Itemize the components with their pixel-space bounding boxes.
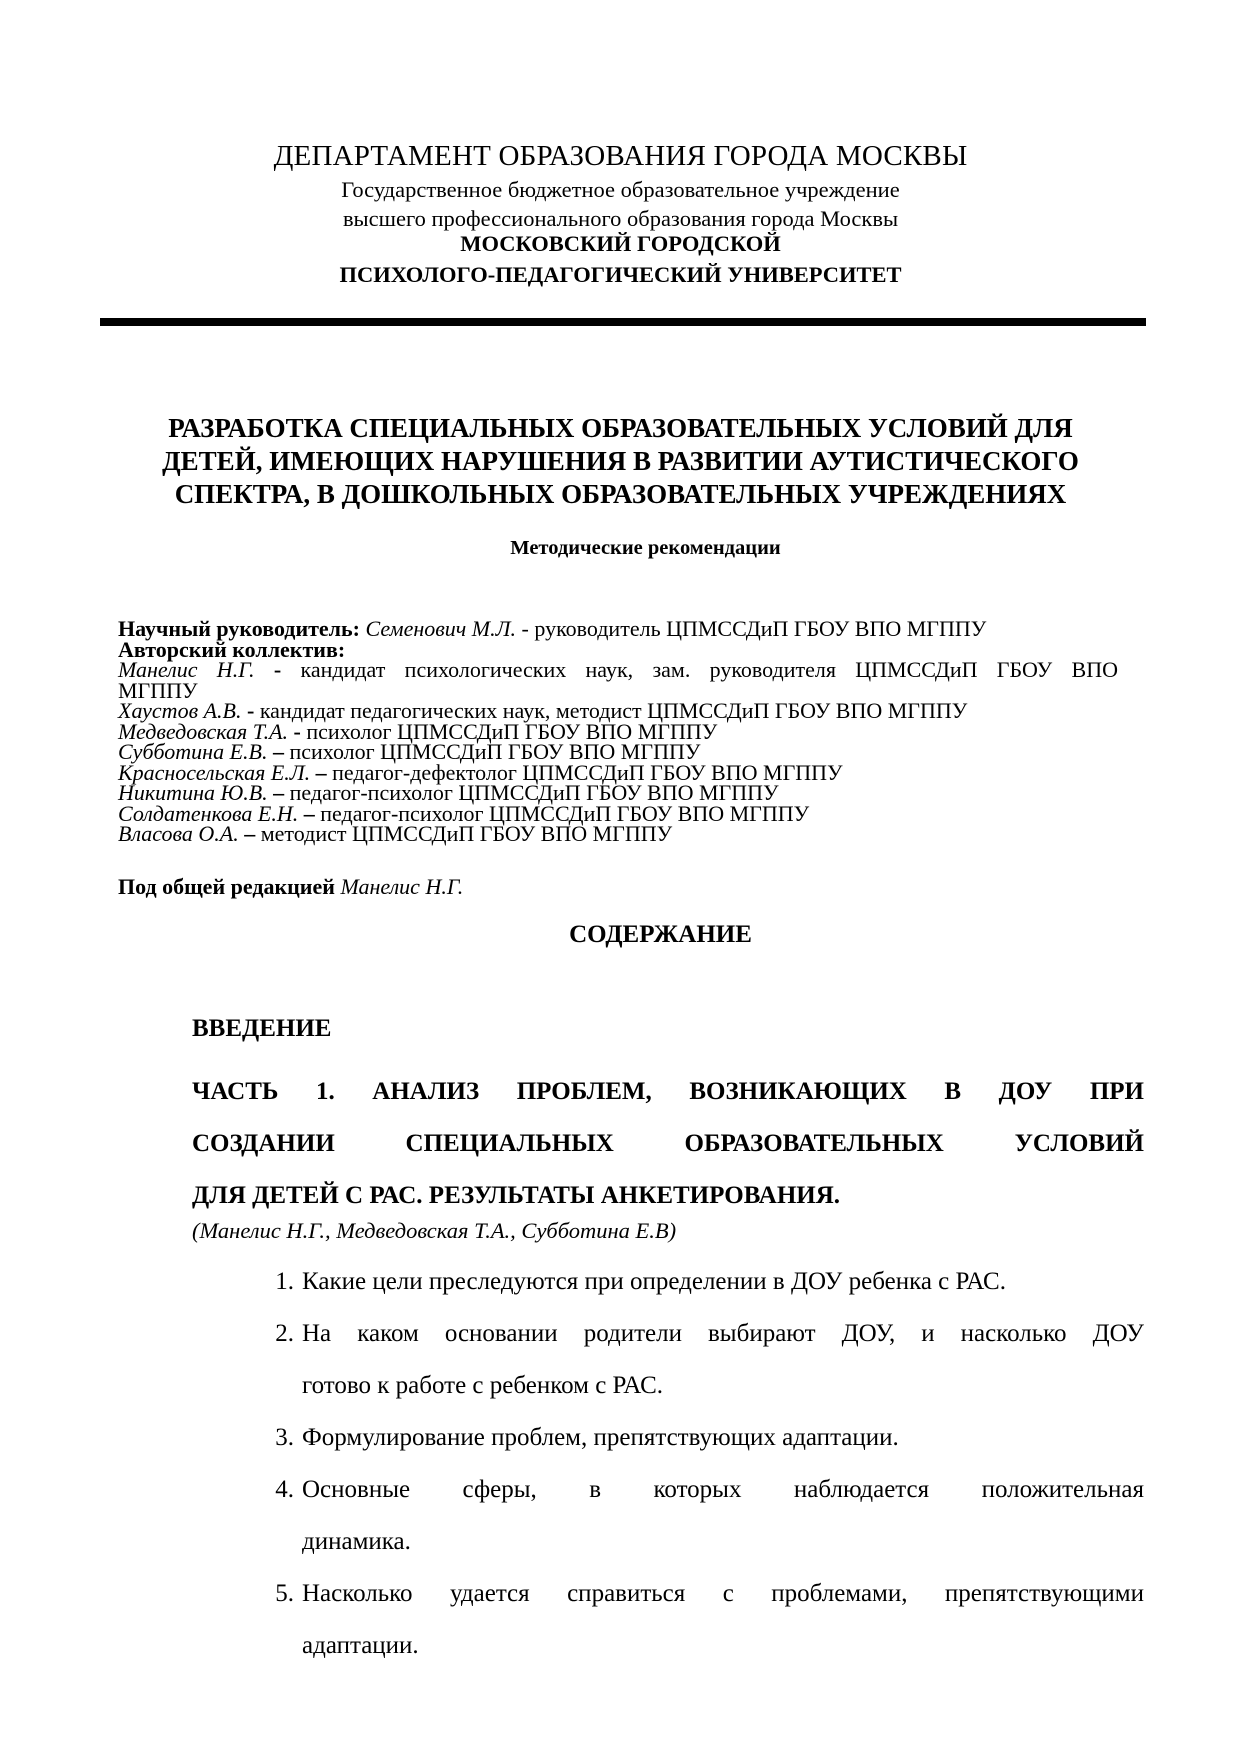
toc-list-line: На каком основании родители выбирают ДОУ, и насколько ДОУ: [302, 1320, 1144, 1347]
title-line-2: ДЕТЕЙ, ИМЕЮЩИХ НАРУШЕНИЯ В РАЗВИТИИ АУТИСТИЧЕСКОГО: [162, 446, 1079, 476]
author-name: Манелис Н.Г.: [118, 657, 255, 682]
author-role: педагог-психолог ЦПМССДиП ГБОУ ВПО МГППУ: [320, 800, 810, 826]
team-label: Авторский коллектив:: [118, 636, 346, 662]
toc-part-1-line-2: СОЗДАНИИ СПЕЦИАЛЬНЫХ ОБРАЗОВАТЕЛЬНЫХ УСЛОВИЙ: [192, 1130, 1144, 1157]
title-line-1: РАЗРАБОТКА СПЕЦИАЛЬНЫХ ОБРАЗОВАТЕЛЬНЫХ УСЛОВИЙ ДЛЯ: [168, 413, 1073, 443]
toc-list-number: 4.: [275, 1476, 294, 1503]
author-separator: –: [267, 780, 290, 805]
toc-list-number: 1.: [275, 1268, 294, 1295]
toc-part-1-line-3: ДЛЯ ДЕТЕЙ С РАС. РЕЗУЛЬТАТЫ АНКЕТИРОВАНИЯ.: [192, 1182, 841, 1209]
editor-label: Под общей редакцией: [118, 874, 335, 899]
toc-list-line: Формулирование проблем, препятствующих адаптации.: [302, 1424, 899, 1451]
author-list: [118, 657, 1148, 846]
author-separator: –: [238, 821, 261, 846]
author-separator: –: [267, 739, 290, 764]
title-line-3: СПЕКТРА, В ДОШКОЛЬНЫХ ОБРАЗОВАТЕЛЬНЫХ УЧРЕЖДЕНИЯХ: [174, 479, 1067, 509]
author-role: методист ЦПМССДиП ГБОУ ВПО МГППУ: [260, 821, 673, 846]
toc-list-line: динамика.: [302, 1528, 411, 1555]
author-role: кандидат психологических наук, зам. руководителя ЦПМССДиП ГБОУ ВПО: [300, 657, 1118, 682]
toc-list-text: [302, 1308, 1144, 1412]
toc-list-text: [302, 1256, 1144, 1308]
toc-list-text: [302, 1412, 1144, 1464]
toc-heading: СОДЕРЖАНИЕ: [569, 921, 752, 948]
university-line-1: МОСКОВСКИЙ ГОРОДСКОЙ: [460, 231, 781, 256]
editor-name: Манелис Н.Г.: [334, 874, 464, 899]
supervisor-role: - руководитель ЦПМССДиП ГБОУ ВПО МГППУ: [516, 616, 987, 641]
toc-list-number: 5.: [275, 1580, 294, 1607]
university-name: [0, 228, 1241, 290]
author-separator: –: [310, 759, 333, 785]
author-name: Никитина Ю.В.: [118, 780, 268, 805]
author-entry: [118, 657, 1118, 682]
toc-list-text: [302, 1568, 1144, 1672]
toc-part-1-line-1: ЧАСТЬ 1. АНАЛИЗ ПРОБЛЕМ, ВОЗНИКАЮЩИХ В ДОУ ПРИ: [192, 1078, 1144, 1105]
author-separator: -: [241, 698, 260, 723]
credits-block: [118, 616, 1148, 846]
author-entry: [118, 821, 1148, 846]
toc-list-line: Основные сферы, в которых наблюдается положительная: [302, 1476, 1144, 1503]
department-heading: ДЕПАРТАМЕНТ ОБРАЗОВАНИЯ ГОРОДА МОСКВЫ: [273, 140, 968, 172]
toc-list-line: Насколько удается справиться с проблемами, препятствующими: [302, 1580, 1144, 1607]
author-role: педагог-психолог ЦПМССДиП ГБОУ ВПО МГППУ: [289, 780, 779, 805]
toc-list-text: [302, 1464, 1144, 1568]
institution-line-2: высшего профессионального образования города Москвы: [342, 206, 899, 231]
author-name: Солдатенкова Е.Н.: [118, 800, 299, 826]
toc-list-line: адаптации.: [302, 1632, 419, 1659]
header-divider: [100, 318, 1146, 326]
toc-list-line: готово к работе с ребенком с РАС.: [302, 1372, 663, 1399]
document-subtitle: Методические рекомендации: [510, 537, 781, 559]
institution-name: [0, 175, 1241, 233]
author-role: педагог-дефектолог ЦПМССДиП ГБОУ ВПО МГППУ: [332, 759, 843, 785]
toc-list-number: 3.: [275, 1424, 294, 1451]
toc-list-number: 2.: [275, 1320, 294, 1347]
document-title: [120, 412, 1121, 511]
editor-line: [118, 874, 463, 900]
author-name: Красносельская Е.Л.: [118, 759, 311, 785]
toc-part-1-authors: (Манелис Н.Г., Медведовская Т.А., Субботина Е.В): [192, 1218, 677, 1243]
author-name: Власова О.А.: [118, 821, 239, 846]
author-separator: –: [298, 800, 321, 826]
institution-line-1: Государственное бюджетное образовательное учреждение: [341, 177, 900, 202]
author-name: Субботина Е.В.: [118, 739, 268, 764]
author-role-continuation: МГППУ: [118, 677, 198, 703]
author-name: Медведовская Т.А.: [118, 718, 289, 744]
toc-intro: ВВЕДЕНИЕ: [192, 1015, 332, 1042]
author-role: кандидат педагогических наук, методист ЦПМССДиП ГБОУ ВПО МГППУ: [259, 698, 968, 723]
author-separator: -: [288, 718, 307, 744]
toc-list-line: Какие цели преследуются при определении в ДОУ ребенка с РАС.: [302, 1268, 1006, 1295]
author-role: психолог ЦПМССДиП ГБОУ ВПО МГППУ: [289, 739, 701, 764]
supervisor-name: Семенович М.Л.: [365, 616, 517, 641]
supervisor-label: Научный руководитель:: [118, 616, 360, 641]
toc-part-1: [192, 1066, 1144, 1222]
author-name: Хаустов А.В.: [118, 698, 242, 723]
author-role: психолог ЦПМССДиП ГБОУ ВПО МГППУ: [306, 718, 718, 744]
university-line-2: ПСИХОЛОГО-ПЕДАГОГИЧЕСКИЙ УНИВЕРСИТЕТ: [339, 262, 902, 287]
author-separator: -: [254, 657, 301, 682]
